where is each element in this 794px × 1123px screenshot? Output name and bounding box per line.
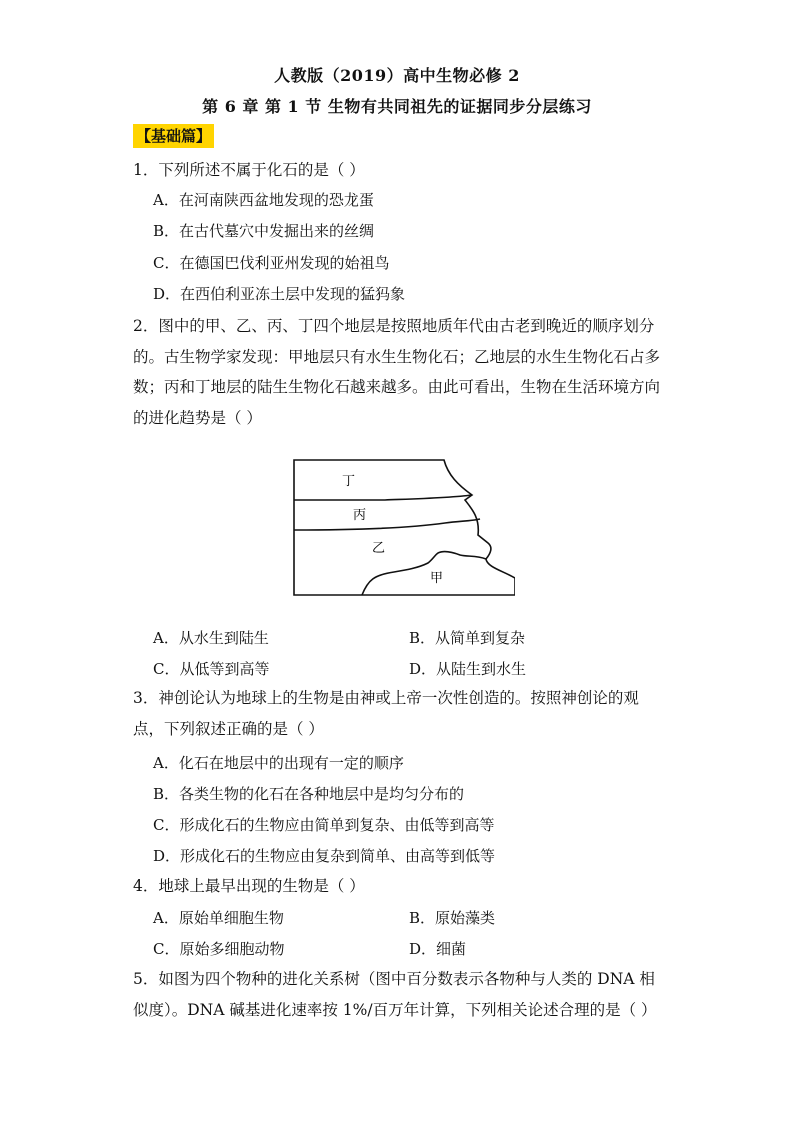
question-5-stem: 5．如图为四个物种的进化关系树（图中百分数表示各物种与人类的 DNA 相似度）。DNA 碱基进化速率按 1%/百万年计算，下列相关论述合理的是（ ） [133,970,657,1019]
question-1-option-b: B．在古代墓穴中发掘出来的丝绸 [153,222,375,240]
boundary-bing-yi [294,519,480,530]
question-2-stem: 2．图中的甲、乙、丙、丁四个地层是按照地质年代由古老到晚近的顺序划分的。古生物学家发现：甲地层只有水生生物化石；乙地层的水生生物化石占多数；丙和丁地层的陆生生物化石越来越多。由此可看出，生物在生活环境方向的进化趋势是（ ） [133,317,661,427]
question-2-option-a: A．从水生到陆生 [153,629,269,647]
question-2-option-c: C．从低等到高等 [153,660,270,678]
question-2-option-b: B．从简单到复杂 [409,629,526,647]
question-3-stem: 3．神创论认为地球上的生物是由神或上帝一次性创造的。按照神创论的观点，下列叙述正确的是（ ） [133,689,639,738]
boundary-yi-jia [362,552,486,595]
stratum-label-jia: 甲 [430,571,444,586]
stratum-label-bing: 丙 [353,508,367,523]
section-badge: 【基础篇】 [133,124,214,148]
question-4-option-d: D．细菌 [409,940,467,958]
question-3-option-a: A．化石在地层中的出现有一定的顺序 [153,754,404,772]
stratum-label-ding: 丁 [342,474,356,489]
stratum-label-yi: 乙 [372,541,386,556]
question-4-option-a: A．原始单细胞生物 [153,909,284,927]
question-4-option-c: C．原始多细胞动物 [153,940,285,958]
question-3-option-d: D．形成化石的生物应由复杂到简单、由高等到低等 [153,847,496,865]
question-1-option-c: C．在德国巴伐利亚州发现的始祖鸟 [153,254,390,272]
boundary-ding-bing [294,495,472,500]
question-1-option-d: D．在西伯利亚冻土层中发现的猛犸象 [153,285,406,303]
document-subtitle: 第 6 章 第 1 节 生物有共同祖先的证据同步分层练习 [202,97,592,116]
question-4-option-b: B．原始藻类 [409,909,496,927]
question-4-stem: 4．地球上最早出现的生物是（ ） [133,877,365,895]
question-1-option-a: A．在河南陕西盆地发现的恐龙蛋 [153,191,374,209]
document-title: 人教版（2019）高中生物必修 2 [274,66,520,85]
question-2-option-d: D．从陆生到水生 [409,660,527,678]
strata-diagram [290,455,515,600]
question-3-option-c: C．形成化石的生物应由简单到复杂、由低等到高等 [153,816,495,834]
question-1-stem: 1．下列所述不属于化石的是（ ） [133,161,365,179]
strata-figure [290,455,515,600]
question-3-option-b: B．各类生物的化石在各种地层中是均匀分布的 [153,785,465,803]
